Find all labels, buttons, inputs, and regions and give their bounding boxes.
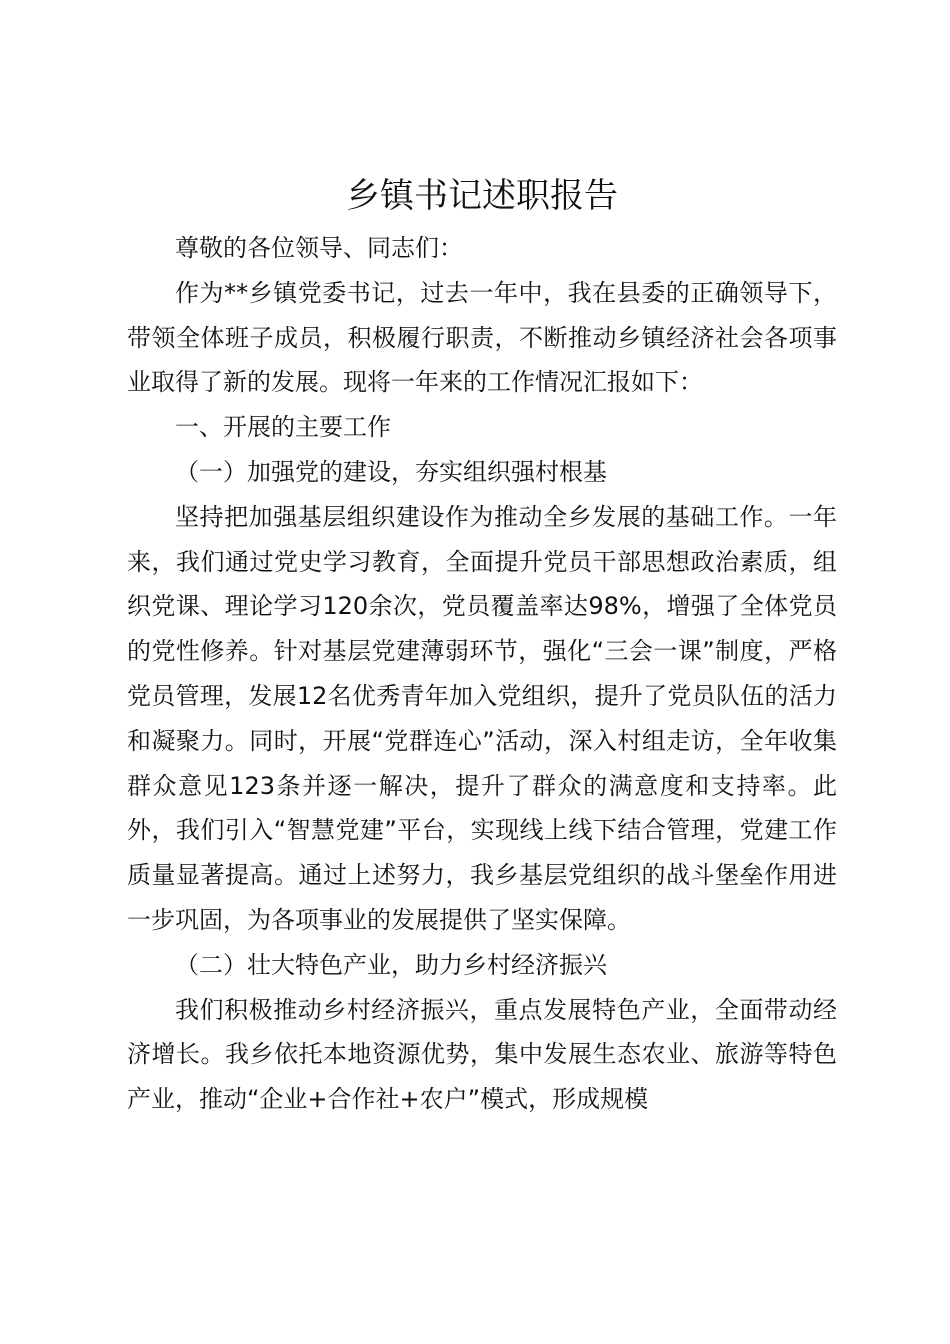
subsection-heading-industry: （二）壮大特色产业，助力乡村经济振兴: [175, 950, 607, 979]
document-body: [127, 166, 837, 1122]
section-heading-main-work: 一、开展的主要工作: [175, 413, 391, 442]
salutation: 尊敬的各位领导、同志们：: [175, 234, 463, 262]
subsection-heading-party-building: （一）加强党的建设，夯实组织强村根基: [175, 457, 607, 486]
document-title: 乡镇书记述职报告: [346, 176, 618, 216]
intro-paragraph: 作为**乡镇党委书记，过去一年中，我在县委的正确领导下，带领全体班子成员，积极履行职责，不断推动乡镇经济社会各项事业取得了新的发展。现将一年来的工作情况汇报如下：: [127, 278, 837, 397]
industry-paragraph: 我们积极推动乡村经济振兴，重点发展特色产业，全面带动经济增长。我乡依托本地资源优势，集中发展生态农业、旅游等特色产业，推动“企业+合作社+农户”模式，形成规模: [127, 995, 837, 1114]
party-building-paragraph: 坚持把加强基层组织建设作为推动全乡发展的基础工作。一年来，我们通过党史学习教育，全面提升党员干部思想政治素质，组织党课、理论学习120余次，党员覆盖率达98%，增强了全体党员的党性修养。针对基层党建薄弱环节，强化“三会一课”制度，严格党员管理，发展12名优秀青年加入党组织，提升了党员队伍的活力和凝聚力。同时，开展“党群连心”活动，深入村组走访，全年收集群众意见123条并逐一解决，提升了群众的满意度和支持率。此外，我们引入“智慧党建”平台，实现线上线下结合管理，党建工作质量显著提高。通过上述努力，我乡基层党组织的战斗堡垒作用进一步巩固，为各项事业的发展提供了坚实保障。: [127, 502, 837, 934]
